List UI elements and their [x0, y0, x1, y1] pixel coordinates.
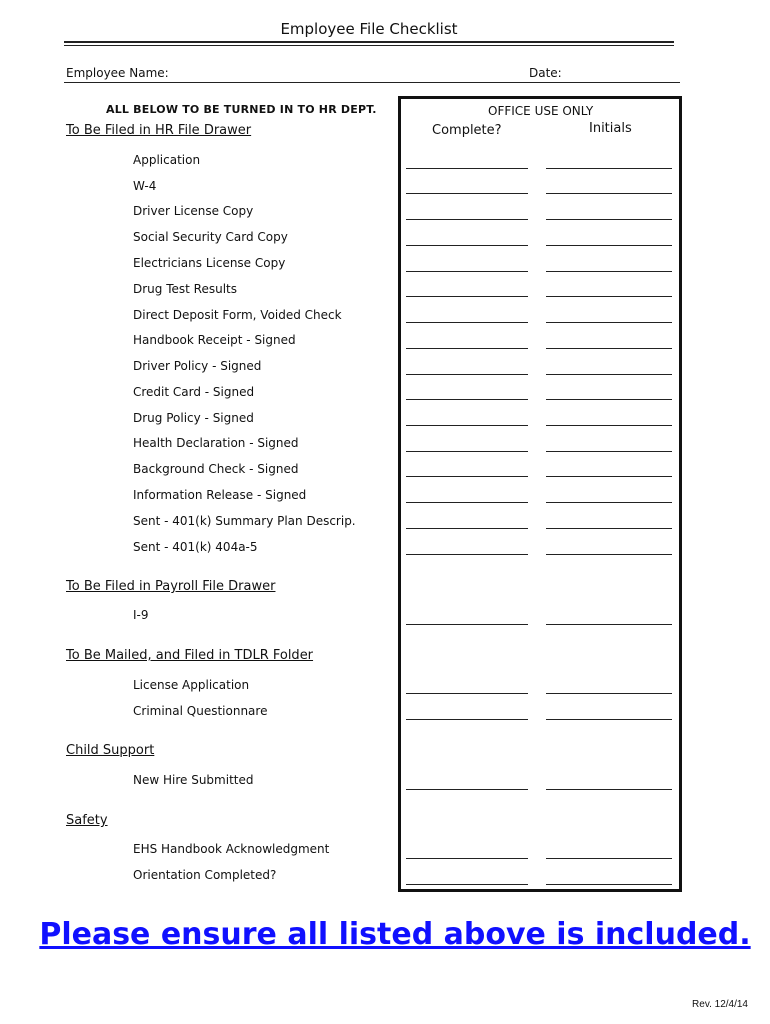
- item-driver-license: Driver License Copy: [133, 204, 254, 218]
- initials-blank-line: [546, 193, 672, 194]
- initials-blank-line: [546, 245, 672, 246]
- footer-message: Please ensure all listed above is included.: [39, 917, 751, 952]
- page-title: Employee File Checklist: [280, 20, 458, 38]
- item-information-release: Information Release - Signed: [133, 488, 307, 502]
- complete-blank-line: [406, 425, 528, 426]
- complete-blank-line: [406, 502, 528, 503]
- complete-blank-line: [406, 374, 528, 375]
- initials-blank-line: [546, 348, 672, 349]
- item-driver-policy: Driver Policy - Signed: [133, 359, 262, 373]
- complete-blank-line: [406, 789, 528, 790]
- complete-blank-line: [406, 858, 528, 859]
- initials-blank-line: [546, 451, 672, 452]
- item-handbook-receipt: Handbook Receipt - Signed: [133, 333, 296, 347]
- revision-label: Rev. 12/4/14: [692, 999, 748, 1010]
- complete-blank-line: [406, 451, 528, 452]
- complete-blank-line: [406, 624, 528, 625]
- initials-blank-line: [546, 719, 672, 720]
- office-use-box: [398, 96, 682, 892]
- item-criminal-questionnare: Criminal Questionnare: [133, 704, 268, 718]
- item-orientation-completed: Orientation Completed?: [133, 868, 277, 882]
- complete-blank-line: [406, 719, 528, 720]
- section-heading-payroll: To Be Filed in Payroll File Drawer: [66, 579, 276, 594]
- initials-blank-line: [546, 502, 672, 503]
- item-drug-test: Drug Test Results: [133, 282, 237, 296]
- complete-blank-line: [406, 296, 528, 297]
- item-drug-policy: Drug Policy - Signed: [133, 411, 254, 425]
- complete-blank-line: [406, 884, 528, 885]
- complete-blank-line: [406, 693, 528, 694]
- complete-blank-line: [406, 219, 528, 220]
- item-background-check: Background Check - Signed: [133, 462, 299, 476]
- turn-in-note: ALL BELOW TO BE TURNED IN TO HR DEPT.: [106, 103, 377, 116]
- complete-blank-line: [406, 193, 528, 194]
- complete-blank-line: [406, 348, 528, 349]
- complete-blank-line: [406, 554, 528, 555]
- office-use-title: OFFICE USE ONLY: [488, 104, 594, 118]
- item-new-hire-submitted: New Hire Submitted: [133, 773, 254, 787]
- initials-blank-line: [546, 425, 672, 426]
- item-ehs-handbook: EHS Handbook Acknowledgment: [133, 842, 330, 856]
- item-401k-404a5: Sent - 401(k) 404a-5: [133, 540, 258, 554]
- initials-blank-line: [546, 374, 672, 375]
- initials-blank-line: [546, 271, 672, 272]
- title-rule-thick: [64, 41, 674, 43]
- item-application: Application: [133, 153, 201, 167]
- section-heading-hr-file: To Be Filed in HR File Drawer: [66, 123, 252, 138]
- item-social-security: Social Security Card Copy: [133, 230, 288, 244]
- initials-blank-line: [546, 399, 672, 400]
- initials-blank-line: [546, 789, 672, 790]
- item-license-application: License Application: [133, 678, 250, 692]
- complete-blank-line: [406, 168, 528, 169]
- initials-blank-line: [546, 624, 672, 625]
- complete-blank-line: [406, 528, 528, 529]
- initials-blank-line: [546, 296, 672, 297]
- complete-blank-line: [406, 245, 528, 246]
- item-electricians-license: Electricians License Copy: [133, 256, 286, 270]
- initials-blank-line: [546, 168, 672, 169]
- employee-name-label: Employee Name:: [66, 66, 169, 80]
- complete-blank-line: [406, 271, 528, 272]
- header-underline: [64, 82, 680, 83]
- item-direct-deposit: Direct Deposit Form, Voided Check: [133, 308, 342, 322]
- item-401k-summary: Sent - 401(k) Summary Plan Descrip.: [133, 514, 356, 528]
- item-credit-card: Credit Card - Signed: [133, 385, 255, 399]
- initials-blank-line: [546, 322, 672, 323]
- complete-blank-line: [406, 399, 528, 400]
- complete-blank-line: [406, 322, 528, 323]
- item-i9: I-9: [133, 608, 149, 622]
- initials-blank-line: [546, 554, 672, 555]
- initials-blank-line: [546, 219, 672, 220]
- complete-column-header: Complete?: [432, 123, 502, 138]
- initials-blank-line: [546, 858, 672, 859]
- initials-blank-line: [546, 528, 672, 529]
- item-health-declaration: Health Declaration - Signed: [133, 436, 299, 450]
- section-heading-child-support: Child Support: [66, 743, 155, 758]
- section-heading-safety: Safety: [66, 813, 108, 828]
- date-label: Date:: [529, 66, 562, 80]
- section-heading-tdlr: To Be Mailed, and Filed in TDLR Folder: [66, 648, 314, 663]
- initials-blank-line: [546, 693, 672, 694]
- item-w4: W-4: [133, 179, 157, 193]
- complete-blank-line: [406, 476, 528, 477]
- initials-blank-line: [546, 884, 672, 885]
- title-rule-thin: [64, 45, 674, 46]
- initials-blank-line: [546, 476, 672, 477]
- initials-column-header: Initials: [589, 121, 632, 136]
